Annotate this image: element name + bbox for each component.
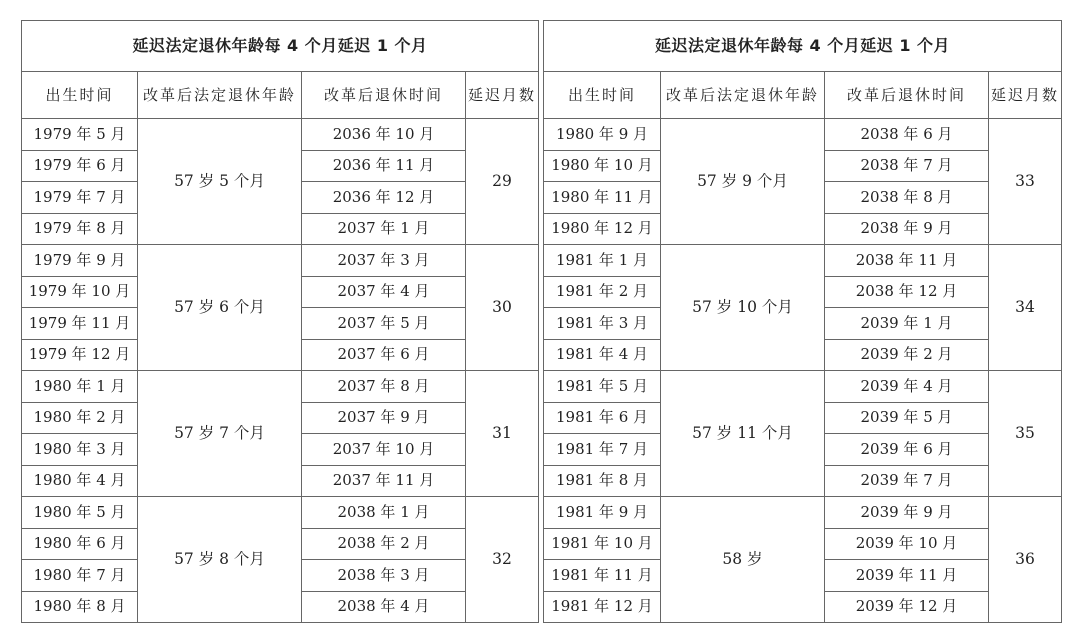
birth-date-cell: 1980 年 1 月: [22, 371, 138, 403]
birth-date-cell: 1979 年 11 月: [22, 308, 138, 340]
birth-date-cell: 1981 年 11 月: [544, 560, 661, 592]
delay-months-header: 延迟月数: [989, 72, 1062, 119]
delay-months-cell: 36: [989, 497, 1062, 623]
delay-months-cell: 29: [466, 119, 539, 245]
table-row: [22, 497, 539, 529]
retirement-table: [21, 20, 539, 623]
birth-date-cell: 1980 年 3 月: [22, 434, 138, 466]
birth-date-cell: 1979 年 5 月: [22, 119, 138, 151]
retirement-date-cell: 2039 年 9 月: [825, 497, 989, 529]
retirement-date-cell: 2037 年 10 月: [302, 434, 466, 466]
delay-months-cell: 31: [466, 371, 539, 497]
birth-date-cell: 1981 年 9 月: [544, 497, 661, 529]
birth-date-cell: 1979 年 6 月: [22, 150, 138, 182]
retirement-date-cell: 2038 年 9 月: [825, 213, 989, 245]
retirement-date-cell: 2036 年 12 月: [302, 182, 466, 214]
birth-date-cell: 1981 年 5 月: [544, 371, 661, 403]
retirement-date-cell: 2037 年 6 月: [302, 339, 466, 371]
birth-date-cell: 1981 年 7 月: [544, 434, 661, 466]
birth-date-cell: 1981 年 3 月: [544, 308, 661, 340]
retirement-table: [543, 20, 1062, 623]
retirement-date-cell: 2039 年 12 月: [825, 591, 989, 623]
table-title: 延迟法定退休年龄每 4 个月延迟 1 个月: [22, 21, 539, 72]
birth-date-cell: 1980 年 7 月: [22, 560, 138, 592]
retirement-age-header: 改革后法定退休年龄: [661, 72, 825, 119]
table-row: [22, 371, 539, 403]
retirement-date-cell: 2038 年 6 月: [825, 119, 989, 151]
row-group: [22, 497, 539, 623]
table-row: [544, 119, 1062, 151]
retirement-date-cell: 2039 年 2 月: [825, 339, 989, 371]
retirement-date-cell: 2038 年 8 月: [825, 182, 989, 214]
retirement-age-cell: 57 岁 10 个月: [661, 245, 825, 371]
birth-date-cell: 1979 年 7 月: [22, 182, 138, 214]
birth-date-cell: 1979 年 10 月: [22, 276, 138, 308]
retirement-date-cell: 2039 年 11 月: [825, 560, 989, 592]
retirement-date-cell: 2037 年 8 月: [302, 371, 466, 403]
row-group: [22, 245, 539, 371]
retirement-date-cell: 2039 年 6 月: [825, 434, 989, 466]
retirement-table-left: [21, 20, 538, 623]
birth-date-cell: 1980 年 12 月: [544, 213, 661, 245]
delay-months-cell: 33: [989, 119, 1062, 245]
retirement-age-header: 改革后法定退休年龄: [138, 72, 302, 119]
birth-date-header: 出生时间: [544, 72, 661, 119]
retirement-date-cell: 2037 年 1 月: [302, 213, 466, 245]
retirement-date-cell: 2038 年 11 月: [825, 245, 989, 277]
birth-date-cell: 1980 年 11 月: [544, 182, 661, 214]
birth-date-cell: 1979 年 8 月: [22, 213, 138, 245]
table-row: [544, 371, 1062, 403]
retirement-age-cell: 57 岁 9 个月: [661, 119, 825, 245]
retirement-date-cell: 2039 年 5 月: [825, 402, 989, 434]
birth-date-cell: 1981 年 6 月: [544, 402, 661, 434]
table-row: [544, 497, 1062, 529]
row-group: [544, 371, 1062, 497]
retirement-date-cell: 2039 年 7 月: [825, 465, 989, 497]
birth-date-cell: 1980 年 8 月: [22, 591, 138, 623]
retirement-date-cell: 2039 年 1 月: [825, 308, 989, 340]
retirement-table-right: [543, 20, 1061, 623]
birth-date-header: 出生时间: [22, 72, 138, 119]
birth-date-cell: 1980 年 9 月: [544, 119, 661, 151]
birth-date-cell: 1980 年 4 月: [22, 465, 138, 497]
retirement-age-cell: 57 岁 11 个月: [661, 371, 825, 497]
birth-date-cell: 1981 年 4 月: [544, 339, 661, 371]
retirement-date-header: 改革后退休时间: [825, 72, 989, 119]
table-row: [22, 245, 539, 277]
retirement-date-cell: 2038 年 4 月: [302, 591, 466, 623]
birth-date-cell: 1979 年 9 月: [22, 245, 138, 277]
retirement-date-cell: 2038 年 7 月: [825, 150, 989, 182]
retirement-date-cell: 2037 年 9 月: [302, 402, 466, 434]
retirement-age-cell: 57 岁 5 个月: [138, 119, 302, 245]
birth-date-cell: 1981 年 2 月: [544, 276, 661, 308]
retirement-date-cell: 2039 年 10 月: [825, 528, 989, 560]
delay-months-cell: 32: [466, 497, 539, 623]
birth-date-cell: 1981 年 12 月: [544, 591, 661, 623]
birth-date-cell: 1980 年 6 月: [22, 528, 138, 560]
row-group: [544, 497, 1062, 623]
retirement-date-cell: 2039 年 4 月: [825, 371, 989, 403]
retirement-age-cell: 57 岁 7 个月: [138, 371, 302, 497]
birth-date-cell: 1979 年 12 月: [22, 339, 138, 371]
row-group: [544, 245, 1062, 371]
delay-months-cell: 34: [989, 245, 1062, 371]
retirement-date-cell: 2038 年 1 月: [302, 497, 466, 529]
birth-date-cell: 1981 年 10 月: [544, 528, 661, 560]
retirement-age-cell: 57 岁 8 个月: [138, 497, 302, 623]
retirement-date-cell: 2036 年 10 月: [302, 119, 466, 151]
table-title: 延迟法定退休年龄每 4 个月延迟 1 个月: [544, 21, 1062, 72]
retirement-date-cell: 2037 年 11 月: [302, 465, 466, 497]
birth-date-cell: 1980 年 5 月: [22, 497, 138, 529]
row-group: [544, 119, 1062, 245]
delay-months-header: 延迟月数: [466, 72, 539, 119]
retirement-date-cell: 2036 年 11 月: [302, 150, 466, 182]
birth-date-cell: 1980 年 10 月: [544, 150, 661, 182]
birth-date-cell: 1981 年 8 月: [544, 465, 661, 497]
retirement-date-cell: 2038 年 12 月: [825, 276, 989, 308]
retirement-date-cell: 2037 年 5 月: [302, 308, 466, 340]
birth-date-cell: 1980 年 2 月: [22, 402, 138, 434]
retirement-date-header: 改革后退休时间: [302, 72, 466, 119]
retirement-age-cell: 58 岁: [661, 497, 825, 623]
birth-date-cell: 1981 年 1 月: [544, 245, 661, 277]
retirement-date-cell: 2038 年 3 月: [302, 560, 466, 592]
retirement-date-cell: 2037 年 4 月: [302, 276, 466, 308]
table-row: [544, 245, 1062, 277]
retirement-age-cell: 57 岁 6 个月: [138, 245, 302, 371]
retirement-date-cell: 2037 年 3 月: [302, 245, 466, 277]
retirement-date-cell: 2038 年 2 月: [302, 528, 466, 560]
table-row: [22, 119, 539, 151]
row-group: [22, 371, 539, 497]
row-group: [22, 119, 539, 245]
delay-months-cell: 30: [466, 245, 539, 371]
delay-months-cell: 35: [989, 371, 1062, 497]
